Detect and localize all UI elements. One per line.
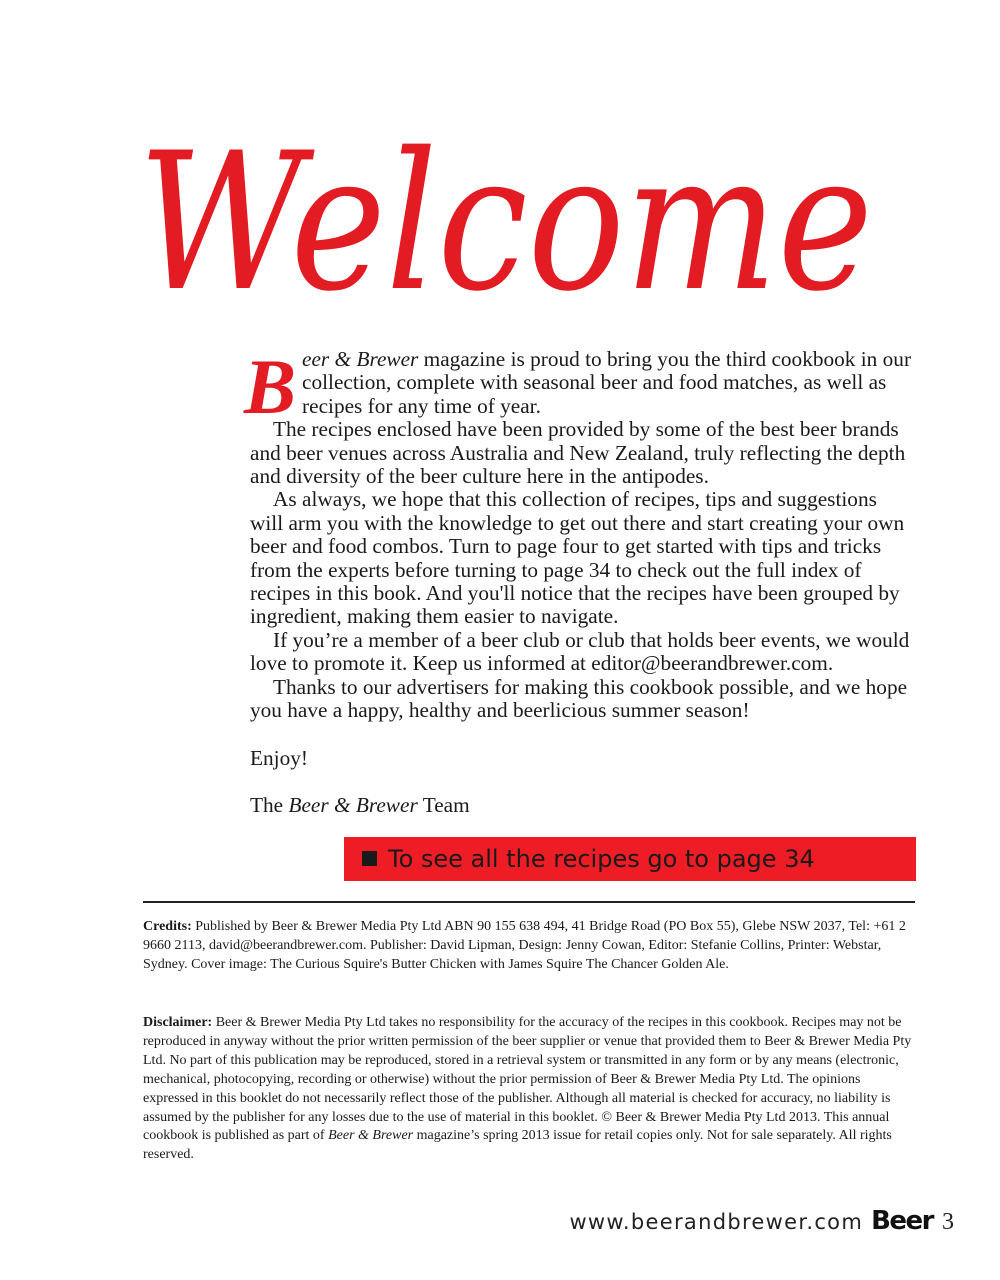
enjoy-signoff: Enjoy! [250, 746, 308, 770]
team-magazine-name: Beer & Brewer [288, 793, 418, 817]
footer [569, 1206, 954, 1236]
credits-text: Published by Beer & Brewer Media Pty Ltd ABN 90 155 638 494, 41 Bridge Road (PO Box 55), Glebe NSW 2037, Tel: +61 2 9660 2113, david@beerandbrewer.com. Publisher: David Lipman, Design: Jenny Cowan, Editor: Stefanie Collins, Printer: Webstar, Sydney. Cover image: The Curious Squire's Butter Chicken with James Squire The Chancer Golden Ale. [143, 919, 906, 972]
disclaimer-magazine-name: Beer & Brewer [328, 1128, 414, 1144]
magazine-name: eer & Brewer [302, 347, 419, 371]
square-bullet-icon [362, 851, 377, 866]
disclaimer-text: Beer & Brewer Media Pty Ltd takes no responsibility for the accuracy of the recipes in this cookbook. Recipes may not be reproduced in anyway without the prior written permission of the beer supplier or venue that provided them to Beer & Brewer Media Pty Ltd. No part of this publication may be reproduced, stored in a retrieval system or transmitted in any form or by any means (electronic, mechanical, photocopying, recording or otherwise) without the prior permission of Beer & Brewer Media Pty Ltd. The opinions expressed in this booklet do not necessarily reflect those of the publisher. Although all material is checked for accuracy, no liability is assumed by the publisher for any losses due to the use of material in this booklet. © Beer & Brewer Media Pty Ltd 2013. This annual cookbook is published as part of [143, 1015, 912, 1144]
welcome-heading [138, 112, 878, 333]
disclaimer-text-end: magazine’s spring 2013 issue for retail copies only. Not for sale separately. All rights reserved. [143, 1128, 892, 1163]
paragraph-collection: As always, we hope that this collection of recipes, tips and suggestions will arm you with the knowledge to get out there and start creating your own beer and food combos. Turn to page four to get started with tips and tricks from the experts before turning to page 34 to check out the full index of recipes in this book. And you'll notice that the recipes have been grouped by ingredient, making them easier to navigate. [250, 487, 905, 629]
recipes-banner[interactable] [344, 837, 916, 881]
footer-brand-logo: Beer [871, 1206, 933, 1236]
footer-url[interactable]: www.beerandbrewer.com [569, 1210, 864, 1234]
intro-text: magazine is proud to bring you the third cookbook in our collection, complete with seasonal beer and food matches, as well as recipes for any time of year. [302, 347, 912, 418]
paragraph-thanks: Thanks to our advertisers for making this cookbook possible, and we hope you have a happy, healthy and beerlicious summer season! [250, 674, 908, 723]
disclaimer-label: Disclaimer: [143, 1015, 213, 1030]
recipes-banner-text: To see all the recipes go to page 34 [388, 845, 815, 873]
credits-label: Credits: [143, 919, 192, 934]
divider [143, 901, 915, 903]
dropcap: B [244, 343, 297, 430]
disclaimer [143, 1014, 918, 1165]
paragraph-beer-club: If you’re a member of a beer club or club that holds beer events, we would love to promote it. Keep us informed at editor@beerandbrewer.com. [250, 627, 910, 676]
team-suffix: Team [417, 793, 470, 817]
welcome-heading-text: Welcome [138, 112, 873, 333]
credits [143, 918, 918, 975]
team-signoff [250, 793, 470, 818]
team-prefix: The [250, 793, 289, 817]
intro-body [244, 343, 915, 723]
page-number: 3 [942, 1209, 954, 1235]
intro-paragraph [244, 343, 915, 430]
paragraph-recipes: The recipes enclosed have been provided by some of the best beer brands and beer venues across Australia and New Zealand, truly reflecting the depth and diversity of the beer culture here in the antipodes. [250, 417, 906, 489]
